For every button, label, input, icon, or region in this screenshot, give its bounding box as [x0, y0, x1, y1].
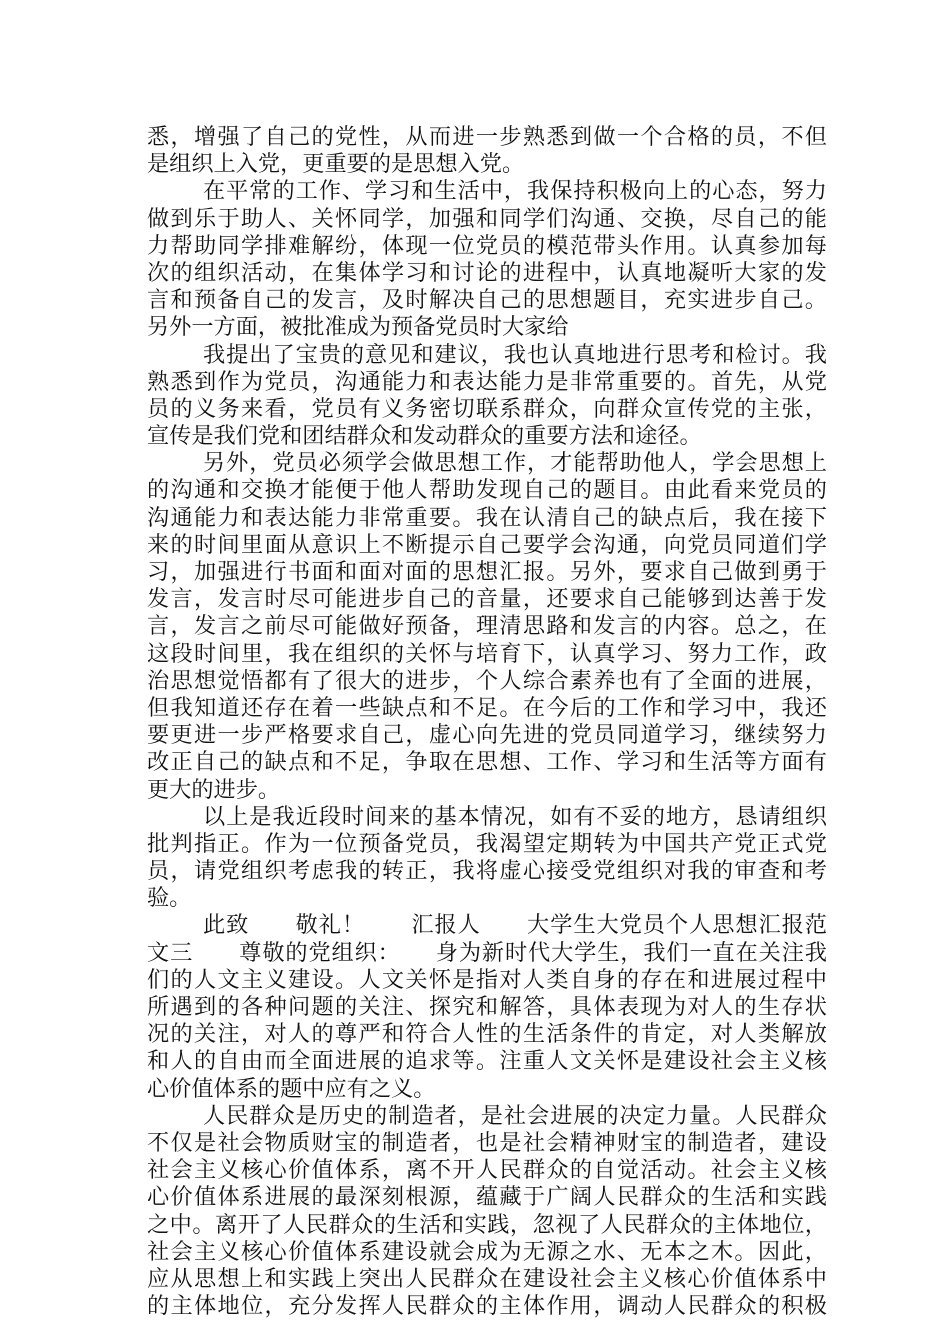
text-line: 言和预备自己的发言，及时解决自己的思想题目，充实进步自己。: [147, 287, 827, 314]
text-line: 在平常的工作、学习和生活中，我保持积极向上的心态，努力: [203, 178, 827, 205]
text-line: 但我知道还存在着一些缺点和不足。在今后的工作和学习中，我还: [147, 694, 827, 721]
text-line: 以上是我近段时间来的基本情况，如有不妥的地方，恳请组织: [203, 803, 827, 830]
text-line: 员的义务来看，党员有义务密切联系群众，向群众宣传党的主张，: [147, 395, 827, 422]
text-line: 做到乐于助人、关怀同学，加强和同学们沟通、交换，尽自己的能: [147, 205, 827, 232]
text-line: 我提出了宝贵的意见和建议，我也认真地进行思考和检讨。我: [203, 341, 827, 368]
text-line: 发言，发言时尽可能进步自己的音量，还要求自己能够到达善于发: [147, 586, 827, 613]
text-line: 沟通能力和表达能力非常重要。我在认清自己的缺点后，我在接下: [147, 504, 827, 531]
text-line: 改正自己的缺点和不足，争取在思想、工作、学习和生活等方面有: [147, 749, 827, 776]
text-line: 是组织上入党，更重要的是思想入党。: [147, 151, 525, 178]
text-line: 和人的自由而全面进展的追求等。注重人文关怀是建设社会主义核: [147, 1048, 827, 1075]
text-line: 熟悉到作为党员，沟通能力和表达能力是非常重要的。首先，从党: [147, 368, 827, 395]
text-line: 此致 敬礼！ 汇报人 大学生大党员个人思想汇报范: [203, 912, 827, 939]
text-line: 心价值体系进展的最深刻根源，蕴藏于广阔人民群众的生活和实践: [147, 1184, 827, 1211]
text-line: 的主体地位，充分发挥人民群众的主体作用，调动人民群众的积极: [147, 1293, 827, 1320]
text-line: 另外，党员必须学会做思想工作，才能帮助他人，学会思想上: [203, 450, 827, 477]
text-line: 不仅是社会物质财宝的制造者，也是社会精神财宝的制造者，建设: [147, 1129, 827, 1156]
text-line: 人民群众是历史的制造者，是社会进展的决定力量。人民群众: [203, 1102, 827, 1129]
text-line: 力帮助同学排难解纷，体现一位党员的模范带头作用。认真参加每: [147, 232, 827, 259]
text-line: 宣传是我们党和团结群众和发动群众的重要方法和途径。: [147, 423, 702, 450]
text-line: 们的人文主义建设。人文关怀是指对人类自身的存在和进展过程中: [147, 966, 827, 993]
text-line: 悉，增强了自己的党性，从而进一步熟悉到做一个合格的员，不但: [147, 124, 827, 150]
text-line: 更大的进步。: [147, 776, 281, 803]
text-line: 文三 尊敬的党组织： 身为新时代大学生，我们一直在关注我: [147, 939, 827, 966]
text-line: 这段时间里，我在组织的关怀与培育下，认真学习、努力工作，政: [147, 640, 827, 667]
text-line: 要更进一步严格要求自己，虚心向先进的党员同道学习，继续努力: [147, 722, 827, 749]
text-line: 的沟通和交换才能便于他人帮助发现自己的题目。由此看来党员的: [147, 477, 827, 504]
text-line: 次的组织活动，在集体学习和讨论的进程中，认真地凝听大家的发: [147, 259, 827, 286]
text-line: 况的关注，对人的尊严和符合人性的生活条件的肯定，对人类解放: [147, 1021, 827, 1048]
text-line: 应从思想上和实践上突出人民群众在建设社会主义核心价值体系中: [147, 1265, 827, 1292]
text-line: 习，加强进行书面和面对面的思想汇报。另外，要求自己做到勇于: [147, 559, 827, 585]
text-line: 心价值体系的题中应有之义。: [147, 1075, 436, 1102]
text-line: 社会主义核心价值体系建设就会成为无源之水、无本之木。因此，: [147, 1238, 827, 1265]
text-line: 之中。离开了人民群众的生活和实践，忽视了人民群众的主体地位，: [147, 1211, 827, 1238]
text-line: 社会主义核心价值体系，离不开人民群众的自觉活动。社会主义核: [147, 1157, 827, 1184]
text-line: 来的时间里面从意识上不断提示自己要学会沟通，向党员同道们学: [147, 531, 827, 558]
text-line: 治思想觉悟都有了很大的进步，个人综合素养也有了全面的进展，: [147, 667, 827, 694]
text-line: 另外一方面，被批准成为预备党员时大家给: [147, 314, 569, 341]
text-line: 言，发言之前尽可能做好预备，理清思路和发言的内容。总之，在: [147, 613, 827, 640]
text-line: 所遇到的各种问题的关注、探究和解答，具体表现为对人的生存状: [147, 994, 827, 1020]
text-line: 批判指正。作为一位预备党员，我渴望定期转为中国共产党正式党: [147, 830, 827, 857]
text-line: 员，请党组织考虑我的转正，我将虚心接受党组织对我的审查和考: [147, 858, 827, 885]
document-body-text: [147, 124, 827, 1320]
text-line: 验。: [147, 885, 192, 912]
